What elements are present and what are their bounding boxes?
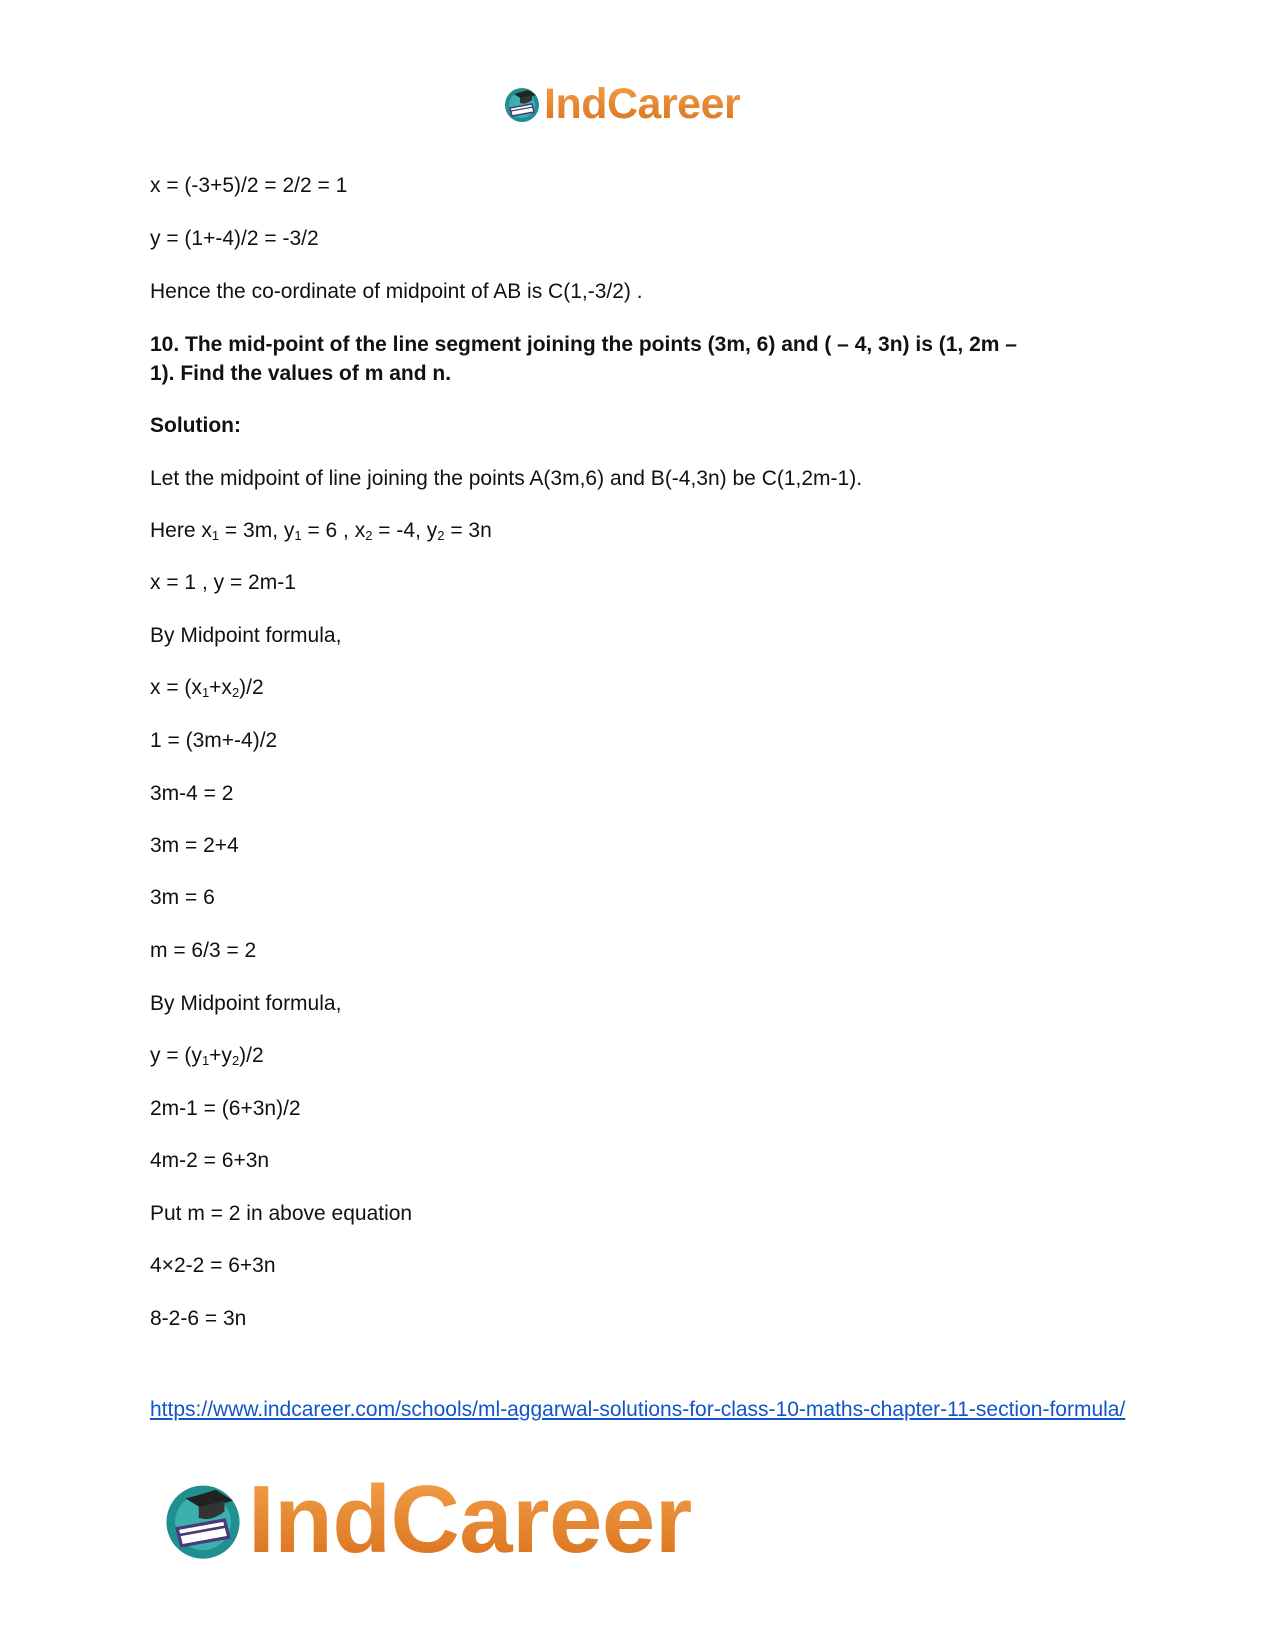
text-line: Put m = 2 in above equation <box>150 1202 413 1225</box>
globe-book-icon <box>160 1477 246 1563</box>
equation-line: 1 = (3m+-4)/2 <box>150 729 278 752</box>
subscript: 1 <box>201 685 210 700</box>
equation-line: 8-2-6 = 3n <box>150 1307 247 1330</box>
equation-line: x = (-3+5)/2 = 2/2 = 1 <box>150 174 348 197</box>
subscript: 2 <box>231 685 240 700</box>
subscript: 2 <box>437 528 445 543</box>
x-formula-line <box>150 673 264 703</box>
text-part: = 6 , x <box>301 519 366 542</box>
solution-heading: Solution: <box>150 414 241 437</box>
equation-line: 3m = 6 <box>150 886 215 909</box>
subscript: 2 <box>365 528 373 543</box>
text-part: Here x <box>150 519 212 542</box>
globe-book-icon <box>502 84 542 124</box>
text-part: = 3n <box>444 519 492 542</box>
text-line: By Midpoint formula, <box>150 624 342 647</box>
subscript: 1 <box>201 1053 210 1068</box>
source-link[interactable]: https://www.indcareer.com/schools/ml-aggarwal-solutions-for-class-10-maths-chapter-11-section-formula/ <box>150 1398 1126 1421</box>
equation-line: 3m-4 = 2 <box>150 782 234 805</box>
given-values-line <box>150 516 492 546</box>
text-part: +y <box>209 1044 232 1067</box>
equation-line: 3m = 2+4 <box>150 834 239 857</box>
subscript: 1 <box>211 528 220 543</box>
result-line: Hence the co-ordinate of midpoint of AB is C(1,-3/2) . <box>150 280 643 303</box>
question-10-line-1: 10. The mid-point of the line segment joining the points (3m, 6) and ( – 4, 3n) is (1, 2m – <box>150 333 1017 356</box>
text-line: By Midpoint formula, <box>150 992 342 1015</box>
header-logo <box>502 80 740 128</box>
text-part: y = (y <box>150 1044 202 1067</box>
equation-line: 4×2-2 = 6+3n <box>150 1254 276 1277</box>
equation-line: y = (1+-4)/2 = -3/2 <box>150 227 319 250</box>
footer-logo <box>160 1466 692 1573</box>
text-part: )/2 <box>239 676 264 699</box>
text-part: = -4, y <box>372 519 438 542</box>
text-line: Let the midpoint of line joining the points A(3m,6) and B(-4,3n) be C(1,2m-1). <box>150 467 863 490</box>
equation-line: x = 1 , y = 2m-1 <box>150 571 296 594</box>
subscript: 1 <box>294 528 302 543</box>
subscript: 2 <box>231 1053 240 1068</box>
text-part: )/2 <box>239 1044 264 1067</box>
question-10-line-2: 1). Find the values of m and n. <box>150 362 452 385</box>
equation-line: 2m-1 = (6+3n)/2 <box>150 1097 301 1120</box>
text-part: x = (x <box>150 676 202 699</box>
logo-text: IndCareer <box>544 80 741 128</box>
y-formula-line <box>150 1041 264 1071</box>
equation-line: m = 6/3 = 2 <box>150 939 257 962</box>
logo-text: IndCareer <box>248 1466 692 1573</box>
equation-line: 4m-2 = 6+3n <box>150 1149 270 1172</box>
text-part: = 3m, y <box>219 519 295 542</box>
text-part: +x <box>209 676 232 699</box>
